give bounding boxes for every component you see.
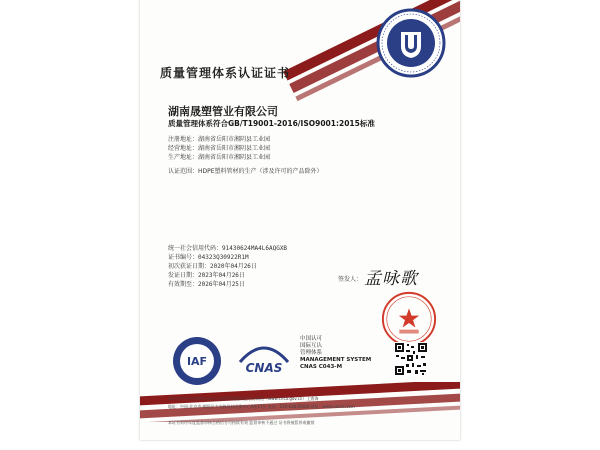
certification-scope: 认证范围：HDPE塑料管材的生产（涉及许可的产品除外） [168, 168, 323, 175]
bottom-ribbon-decoration [140, 382, 460, 422]
registered-address: 注册地址：湖南省岳阳市湘阴县工业园 [168, 136, 271, 143]
cnas-logo-icon [234, 340, 294, 382]
footer-line-1: 本证书信息可在国家认证认可监督管理委员会官方网站（www.cnca.gov.cn）上查询 [168, 396, 319, 401]
business-address: 经营地址：湖南省岳阳市湘阴县工业园 [168, 145, 271, 152]
signer-label: 签发人： [338, 276, 363, 283]
certificate-number: 证书编号：04323Q30922R1M [168, 254, 249, 261]
issue-date: 发证日期：2023年04月26日 [168, 272, 245, 279]
qr-code-icon [394, 342, 428, 376]
company-name: 湖南晟塑管业有限公司 [168, 105, 278, 118]
certificate-paper [140, 0, 460, 440]
cnas-accreditation-text: 中国认可 国际互认 管理体系 MANAGEMENT SYSTEM CNAS C043-M [300, 336, 372, 370]
initial-issue-date: 初次获证日期：2020年04月26日 [168, 263, 257, 270]
footer-line-3: 本证书须经年度监督审核合格后方可持续有效 监督审核不通过 证书将被暂停或撤销 [168, 420, 315, 425]
official-seal-icon [380, 290, 438, 348]
iaf-logo-text: IAF [186, 355, 208, 368]
certificate-title: 质量管理体系认证证书 [160, 66, 291, 80]
certification-badge-icon [376, 8, 446, 78]
cnas-logo-text: CNAS [245, 361, 283, 375]
standard-statement: 质量管理体系符合GB/T19001-2016/ISO9001:2015标准 [168, 119, 375, 128]
credit-code: 统一社会信用代码：91430624MA4L6AQGXB [168, 245, 288, 252]
iaf-logo-icon [172, 336, 222, 386]
production-address: 生产地址：湖南省岳阳市湘阴县工业园 [168, 154, 271, 161]
expiry-date: 有效期至：2026年04月25日 [168, 281, 245, 288]
signature: 孟咏歌 [364, 269, 418, 289]
footer-line-2: 地址：中国·北京市·朝阳区大屯路风林西奥中心A座17层 电话：010-64830008 网址：www.uacoc.com [168, 404, 355, 409]
